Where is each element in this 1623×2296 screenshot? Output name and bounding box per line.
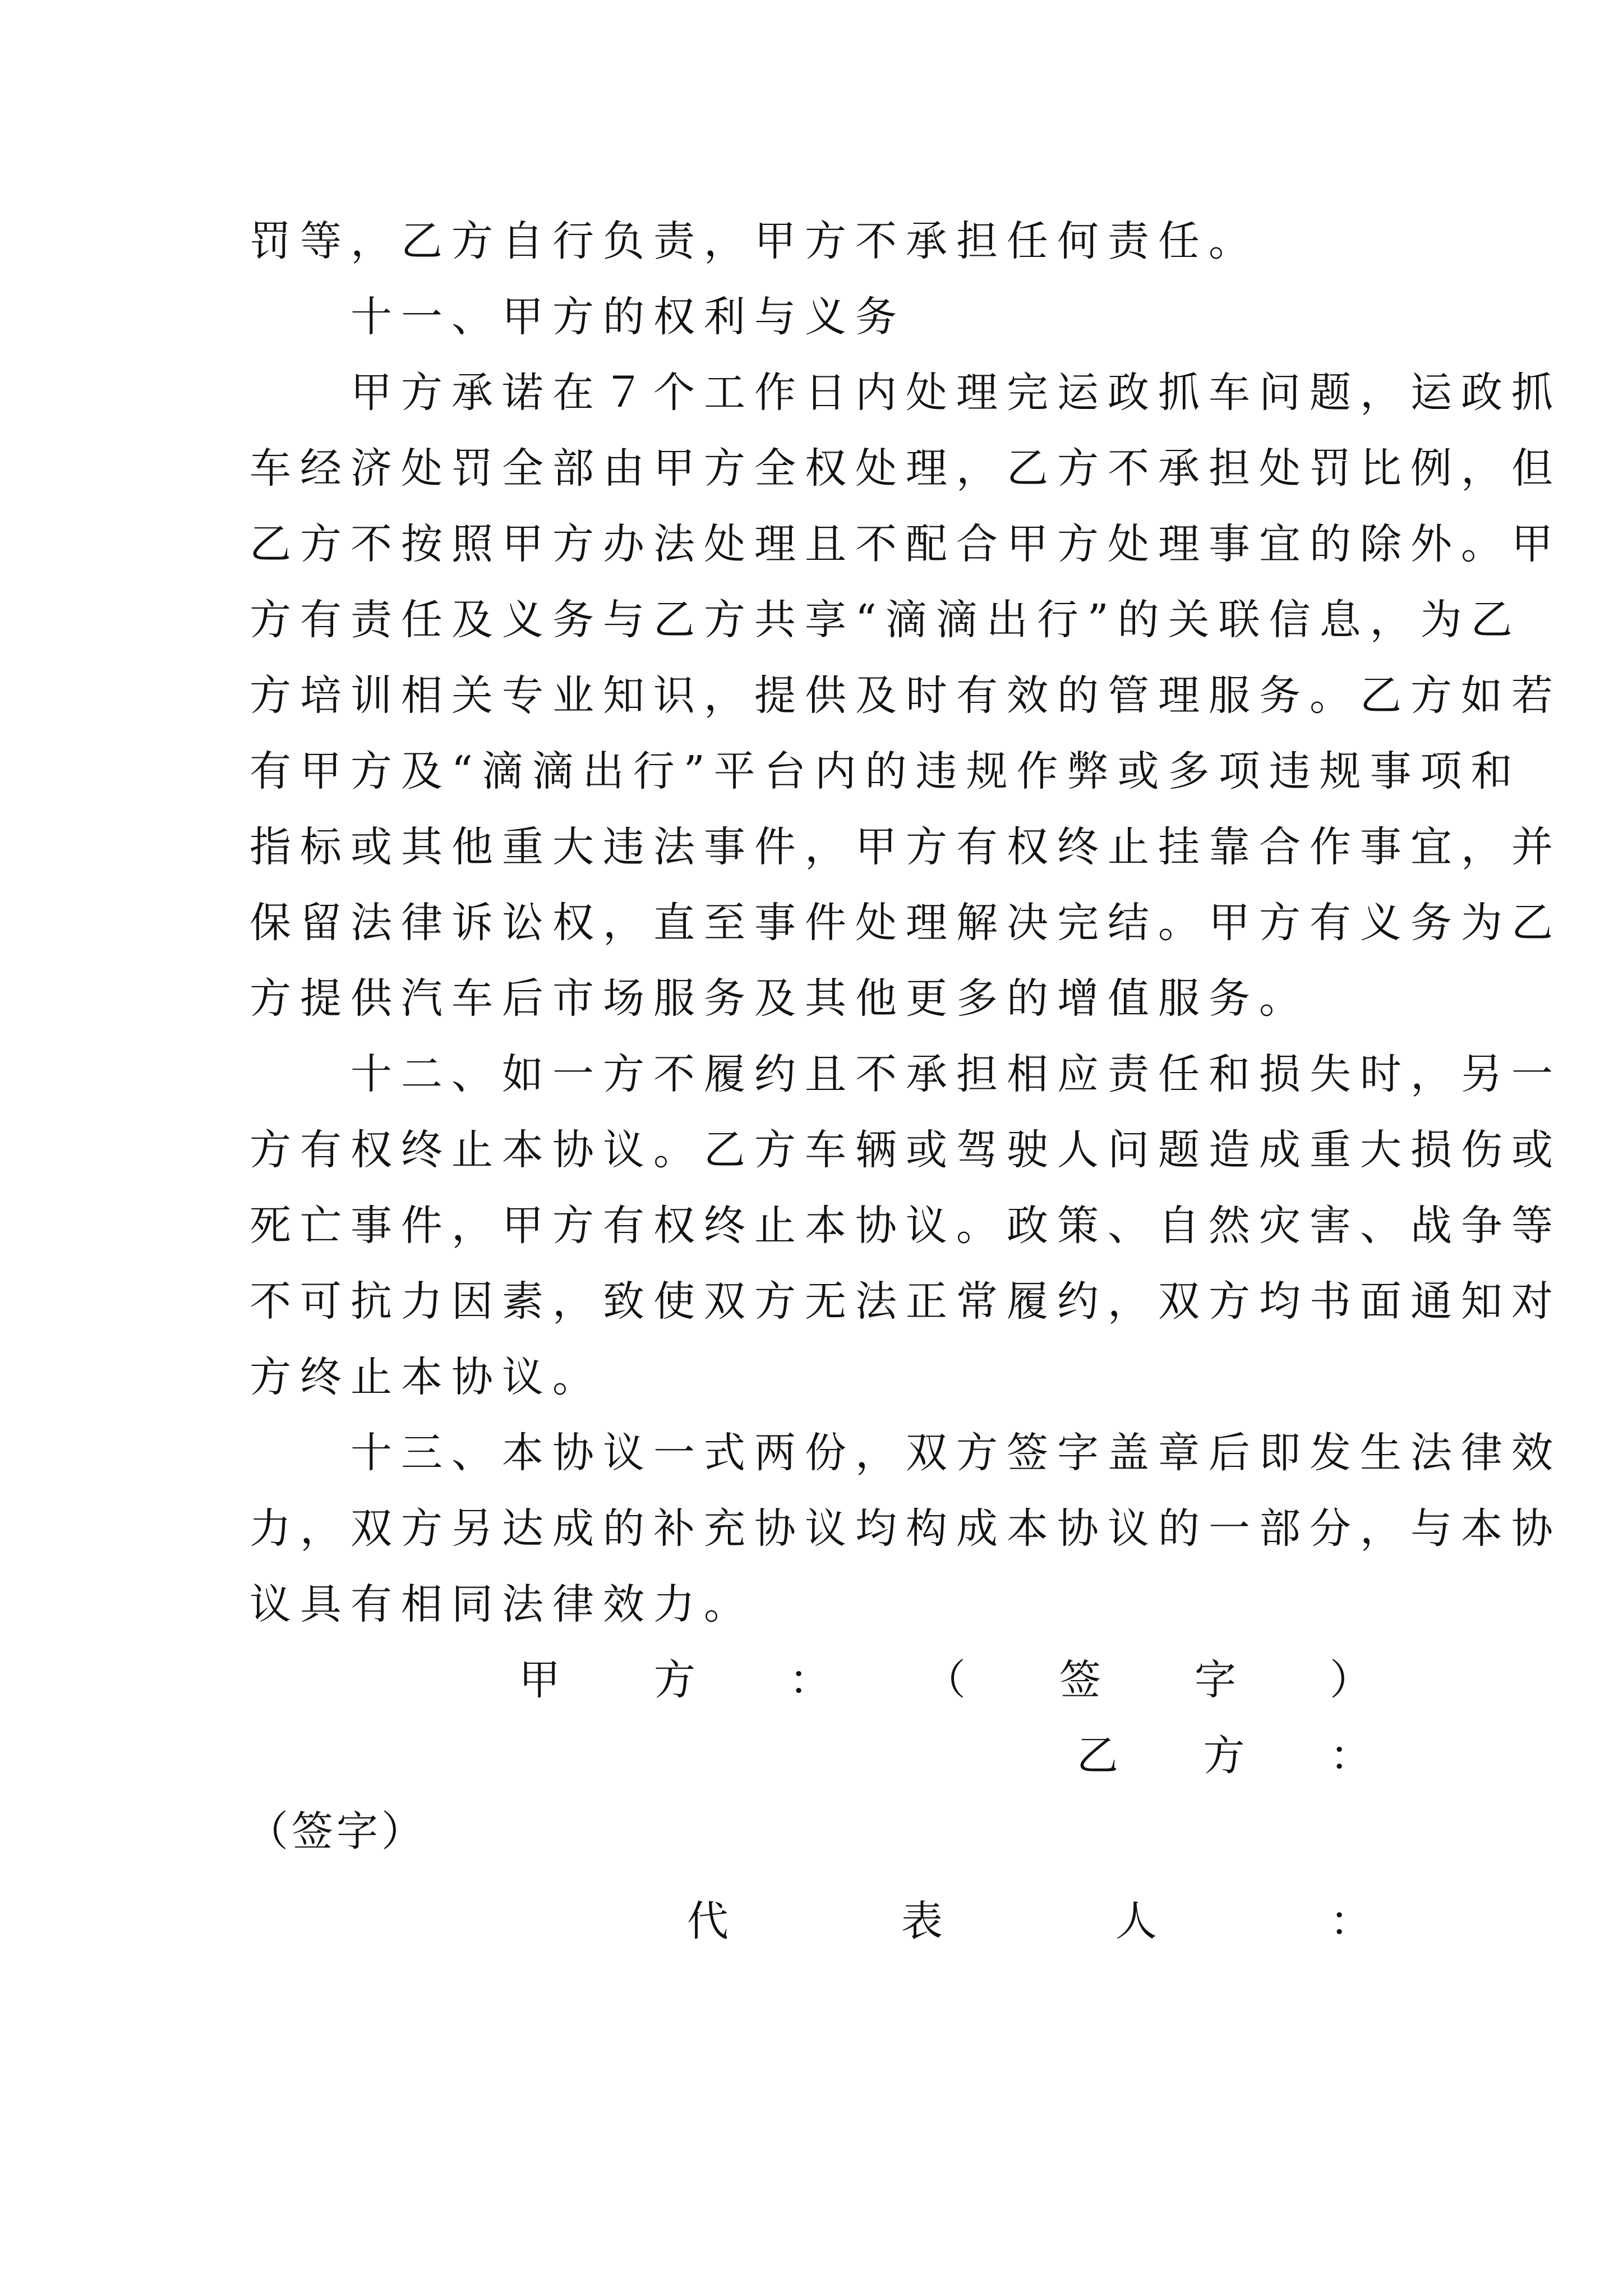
- text-line: 死亡事件，甲方有权终止本协议。政策、自然灾害、战争等: [250, 1202, 1562, 1250]
- party-b-signature-line: [1077, 1731, 1371, 1781]
- text-line: 车经济处罚全部由甲方全权处理，乙方不承担处罚比例，但: [250, 444, 1562, 493]
- text-line: 力，双方另达成的补充协议均构成本协议的一部分，与本协: [250, 1504, 1562, 1553]
- signature-char: ）: [1330, 1656, 1371, 1704]
- text-line: 十三、本协议一式两份，双方签字盖章后即发生法律效: [250, 1429, 1562, 1477]
- text-line: 十二、如一方不履约且不承担相应责任和损失时，另一: [250, 1050, 1562, 1098]
- section-heading: 十一、甲方的权利与义务: [250, 293, 906, 341]
- party-b-sign-label: （签字）: [247, 1807, 426, 1856]
- signature-char: 表: [901, 1897, 943, 1945]
- signature-char: 字: [1195, 1656, 1236, 1704]
- text-line: 保留法律诉讼权，直至事件处理解决完结。甲方有义务为乙: [250, 899, 1562, 947]
- party-a-signature-line: [519, 1655, 1371, 1705]
- text-line: 议具有相同法律效力。: [250, 1580, 754, 1628]
- text-line: 乙方不按照甲方办法处理且不配合甲方处理事宜的除外。甲: [250, 520, 1562, 568]
- text-line: 方有权终止本协议。乙方车辆或驾驶人问题造成重大损伤或: [250, 1126, 1562, 1174]
- text-line: 方培训相关专业知识，提供及时有效的管理服务。乙方如若: [250, 671, 1562, 720]
- text-line: 方提供汽车后市场服务及其他更多的增值服务。: [250, 974, 1310, 1023]
- text-line: 指标或其他重大违法事件，甲方有权终止挂靠合作事宜，并: [250, 823, 1562, 871]
- signature-char: 甲: [519, 1656, 560, 1704]
- signature-char: 方: [1203, 1732, 1245, 1780]
- signature-char: ：: [1330, 1732, 1371, 1780]
- text-line: 方终止本协议。: [250, 1353, 603, 1401]
- signature-char: 方: [654, 1656, 695, 1704]
- signature-char: 代: [687, 1897, 728, 1945]
- text-line: 不可抗力因素，致使双方无法正常履约，双方均书面通知对: [250, 1277, 1562, 1326]
- text-line: 罚等，乙方自行负责，甲方不承担任何责任。: [250, 217, 1259, 265]
- text-line: 有甲方及“滴滴出行”平台内的违规作弊或多项违规事项和: [250, 747, 1521, 795]
- signature-char: （: [924, 1656, 966, 1704]
- signature-char: ：: [789, 1656, 831, 1704]
- text-line: 方有责任及义务与乙方共享“滴滴出行”的关联信息，为乙: [250, 596, 1521, 644]
- signature-char: ：: [1330, 1897, 1371, 1945]
- signature-char: 签: [1059, 1656, 1101, 1704]
- signature-char: 人: [1115, 1897, 1157, 1945]
- representative-signature-line: [687, 1896, 1371, 1947]
- text-line: 甲方承诺在７个工作日内处理完运政抓车问题，运政抓: [250, 369, 1562, 417]
- signature-char: 乙: [1077, 1732, 1118, 1780]
